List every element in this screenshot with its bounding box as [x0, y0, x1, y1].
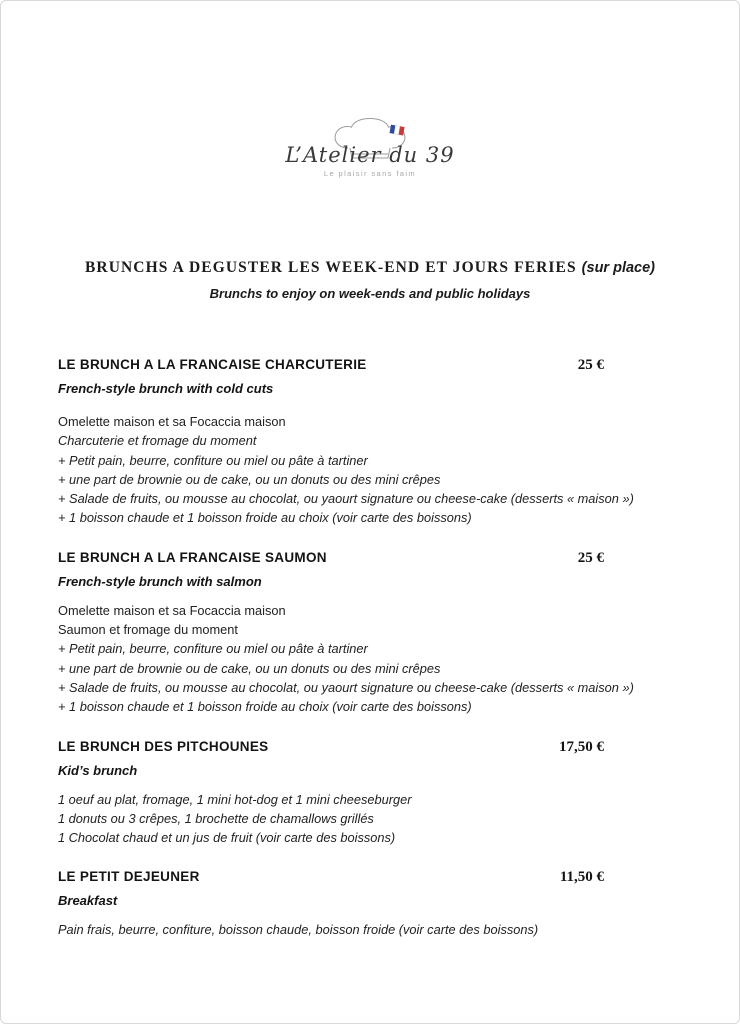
item-subtitle: Kid’s brunch: [58, 762, 138, 778]
brand-tagline: Le plaisir sans faim: [323, 169, 417, 178]
menu-section-petit-dejeuner: [58, 869, 682, 939]
item-price: 11,50 €: [559, 869, 604, 886]
item-price: 25 €: [577, 549, 604, 566]
item-subtitle: Breakfast: [58, 893, 118, 909]
menu-body: [1, 357, 739, 940]
menu-line: + une part de brownie ou de cake, ou un donuts ou des mini crêpes: [58, 471, 441, 487]
section-header: [58, 739, 682, 756]
french-flag-icon: [390, 125, 405, 136]
item-description: [58, 601, 682, 717]
item-subtitle: French-style brunch with salmon: [58, 573, 262, 589]
menu-section-brunch-pitchounes: [58, 739, 682, 848]
menu-line: + Petit pain, beurre, confiture ou miel ou pâte à tartiner: [58, 452, 368, 468]
menu-line: 1 donuts ou 3 crêpes, 1 brochette de chamallows grillés: [58, 810, 374, 826]
item-name: LE PETIT DEJEUNER: [58, 869, 200, 885]
menu-line: + une part de brownie ou de cake, ou un donuts ou des mini crêpes: [58, 660, 441, 676]
brand-name: L’Atelier du 39: [285, 143, 455, 167]
menu-line: Omelette maison et sa Focaccia maison: [58, 414, 286, 429]
menu-line: Omelette maison et sa Focaccia maison: [58, 602, 286, 618]
item-name: LE BRUNCH DES PITCHOUNES: [58, 738, 269, 754]
item-name: LE BRUNCH A LA FRANCAISE CHARCUTERIE: [58, 357, 367, 372]
page-subtitle: Brunchs to enjoy on week-ends and public holidays: [209, 286, 531, 301]
menu-line: + 1 boisson chaude et 1 boisson froide au choix (voir carte des boissons): [58, 699, 472, 715]
menu-line: + Salade de fruits, ou mousse au chocolat, ou yaourt signature ou cheese-cake (desserts « maison »): [58, 491, 634, 507]
item-description: [58, 790, 682, 848]
item-price: 17,50 €: [559, 738, 604, 755]
menu-line: Charcuterie et fromage du moment: [58, 433, 257, 449]
item-description: [58, 920, 682, 939]
menu-section-brunch-saumon: [58, 550, 682, 717]
page-title: [1, 259, 739, 277]
item-name: LE BRUNCH A LA FRANCAISE SAUMON: [58, 549, 327, 565]
menu-line: Pain frais, beurre, confiture, boisson chaude, boisson froide (voir carte des boissons): [58, 922, 539, 938]
menu-line: + Petit pain, beurre, confiture ou miel ou pâte à tartiner: [58, 641, 368, 657]
menu-line: + 1 boisson chaude et 1 boisson froide au choix (voir carte des boissons): [58, 510, 472, 526]
menu-line: 1 Chocolat chaud et un jus de fruit (voir carte des boissons): [58, 830, 396, 846]
logo: [1, 117, 739, 195]
menu-section-brunch-charcuterie: [58, 357, 682, 528]
title-block: [1, 259, 739, 301]
menu-line: Saumon et fromage du moment: [58, 622, 238, 638]
page-title-text: BRUNCHS A DEGUSTER LES WEEK-END ET JOURS FERIES: [84, 259, 577, 276]
section-header: [58, 357, 682, 374]
section-header: [58, 869, 682, 886]
section-header: [58, 550, 682, 567]
menu-line: 1 oeuf au plat, fromage, 1 mini hot-dog et 1 mini cheeseburger: [58, 791, 412, 807]
page-title-suffix: (sur place): [581, 260, 656, 276]
item-subtitle: French-style brunch with cold cuts: [58, 381, 274, 396]
item-price: 25 €: [577, 357, 604, 373]
item-description: [58, 412, 682, 528]
menu-line: + Salade de fruits, ou mousse au chocolat, ou yaourt signature ou cheese-cake (desserts « maison »): [58, 679, 634, 695]
